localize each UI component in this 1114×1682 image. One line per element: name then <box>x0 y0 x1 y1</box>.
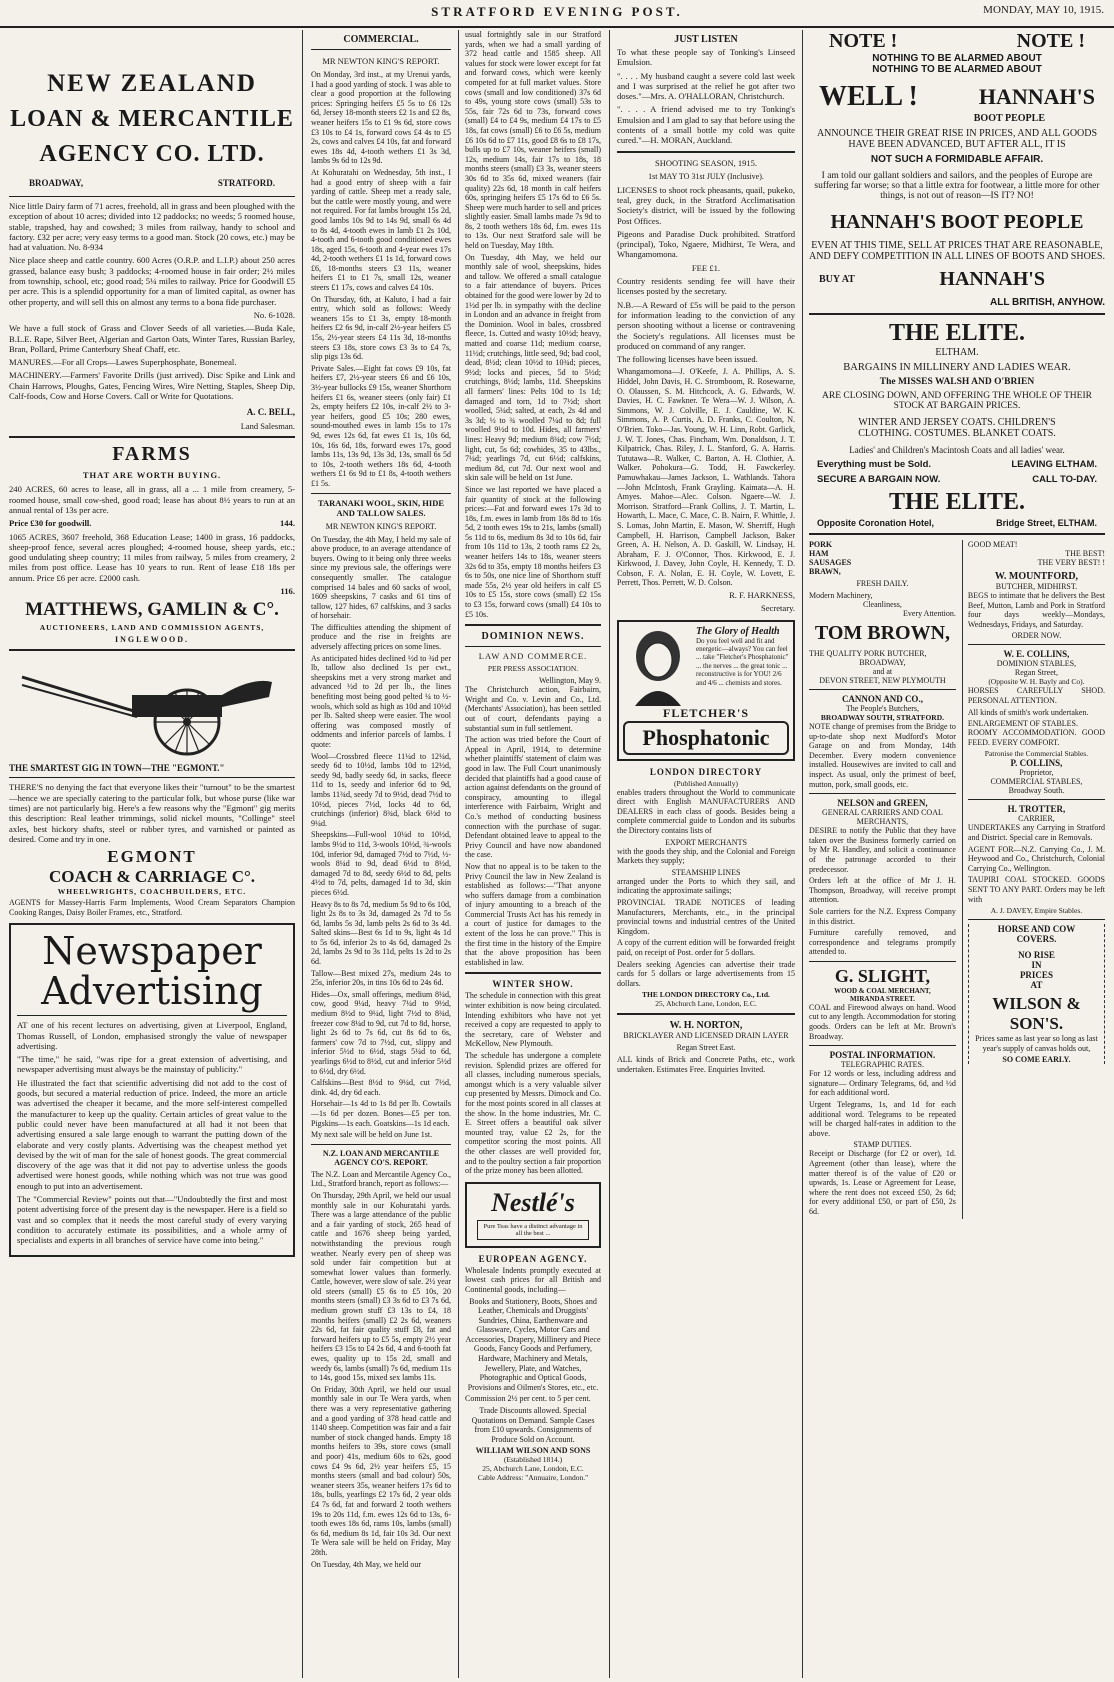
col4-p16: ALL kinds of Brick and Concrete Paths, etc., work undertaken. Estimates Free. Enquiries Invited. <box>617 1055 795 1074</box>
enlargement: ENLARGEMENT OF STABLES. <box>967 719 1078 729</box>
norton-sub: BRICKLAYER AND LICENSED DRAIN LAYER <box>623 1031 789 1041</box>
col4-p9: Whangamomona—J. O'Keefe, J. A. Phillips, A. S. Hiddel, John Davis, H. C. Stromboom, R. Rosewarne, O. Olaussen, S. M. Hitchcock, A. G. Edwards, W. Davies, H. C. Fawkner. Te Wera—W. J. Wilson, A. Simmons, W. J. Colville, E. J. Cauldine, W. K. Simmons, A. P. Curtis, A. D. Franks, C. Coulton, N. O'Brien. Toko—Jas. Young, W. H. Linn, Robt. Garlick, J. W. T. Jones, Chas. Fincham, Wm. Donaldson, J. T. Kilpatrick, Chas. Riley, J. L. Stanford, G. A. Harris. Tututawa—R. Walker, C. Barton, A. H. Clothier, A. Walker. Pohokura—G. Todd, H. Fawckerley. Pamuwhakau—James Jackson, L. Wathlands. Tahora—John McIntosh, Frank Grayling. Kaimata—A. H. Amyes. Mahoe—Alec. Colson. Ngaere—W. J. Morrison. Stratford—Frank Collins, J. T. Martin, L. Howarth, L. Mace, C. Mace, C. B. Nairn, F. Whittle, J. S. Lomas, John Martin, E. Mason, W. Sherriff, Hugh Campbell, H. Harrison, Campbell Jackson, Baker Green, A. H. Nelson, A. D. Gaskill, W. Lindsay, H. Abraham, F. J. O'Connor, Thos. Kirkwood, E. J. Kirkwood, J. Davey, John Coyle, H. Kennedy, T. D. Cobson, F. A. Nolan, E. H. Coyle, W. Lovett, E. Perrett, Thos. Perrett, W. D. Colson. <box>617 367 795 588</box>
masthead-date: MONDAY, MAY 10, 1915. <box>983 4 1104 16</box>
newspaper-advertising-title-1: Newspaper <box>42 929 262 974</box>
not-such-text: NOT SUCH A FORMIDABLE AFFAIR. <box>870 154 1044 165</box>
shooting-heading: SHOOTING SEASON, 1915. <box>654 157 757 168</box>
european-agency-heading: EUROPEAN AGENCY. <box>478 1253 588 1264</box>
farms-p1-price: Price £30 for goodwill. <box>9 518 92 529</box>
hannahs-heading: HANNAH'S <box>978 84 1095 109</box>
shooting-dates: 1st MAY TO 31st JULY (Inclusive). <box>648 171 764 181</box>
alarm-line-2: NOTHING TO BE ALARMED ABOUT <box>872 64 1042 75</box>
no-rise-2: IN <box>1031 960 1042 971</box>
dominion-news-heading: DOMINION NEWS. <box>481 631 585 643</box>
nk-report-heading: MR NEWTON KING'S REPORT. <box>322 56 440 66</box>
nz-loan-sig: A. C. BELL, <box>246 407 295 418</box>
press-association: PER PRESS ASSOCIATION. <box>487 664 579 674</box>
elite-secure: SECURE A BARGAIN NOW. <box>817 474 941 485</box>
woman-portrait-icon <box>623 626 693 706</box>
postal-heading: POSTAL INFORMATION. <box>829 1050 936 1061</box>
col4-p3: ". . . . A friend advised me to try Tonking's Emulsion and I am glad to say that before using the contents of a small bottle my cold was quite cured."—H. MORAN, Auckland. <box>617 104 795 146</box>
horse-cow-heading: HORSE AND COW <box>997 924 1076 935</box>
farms-p1: 240 ACRES, 60 acres to lease, all in grass, all a ... 1 mile from creamery, 5-roomed house, small cow-shed, good road; lease has about 8½ years to run at an annual rental of 13s per acre. <box>9 484 295 515</box>
mountford-name: W. MOUNTFORD, <box>994 571 1079 582</box>
elite-leaving: LEAVING ELTHAM. <box>1011 459 1097 470</box>
col3-p1: usual fortnightly sale in our Stratford yards, when we had a small yarding of 372 head cattle and 1585 sheep. All values for stock were lower except for fat and forward cows, which were keenly competed for at full market values. Store cows (small and low conditioned) 37s 6d to 49s, young store cows (small) 53s to 55s, fair 72s 6d to 73s, forward cows (small) £4 to £4 9s, medium £4 17s to £5 18s, fat cows (small) £6 to £6 5s, medium £6 10s 6d to £7 11s, good £8 6s to £8 17s, bulls up to £7 10s, weaner heifers (small) 12s, medium 14s, fair 17s to 18s, 18 months steers (small) £3 3s, weaner steers 30s 6d to 35s 6d, mixed weaners (fair quality) 22s 6d, 18 month in calf heifers 60s, springing heifers £5 17s 6d to £6 5s. Sheep were much harder to sell and prices slightly easier. Small lambs made 7s 9d to 8s, 2 tooth wethers 18s 6d, f.m. ewes 11s to 13s. Our next Stratford sale will be held on Tuesday, May 18th. <box>465 30 601 251</box>
nelson-p3: Sole carriers for the N.Z. Express Company in this district. <box>809 906 956 926</box>
col3-p6: Now that no appeal is to be taken to the Privy Council the law in New Zealand is established as follows:—"That anyone who suffers damage from a combination of injury amounting to a breach of the Commercial Trusts Act has his remedy in a court of justice for damages to the extent of the loss he can prove." This is the first time in the history of the Empire that the above proposition has been established in law. <box>465 861 601 967</box>
shooting-fee: FEE £1. <box>691 262 721 273</box>
matthews-firm: MATTHEWS, GAMLIN & C°. <box>25 599 279 621</box>
col3-p7: The schedule in connection with this great winter exhibition is now being circulated. Intending exhibitors who have not yet received a copy are requested to apply to the secretary, care of Webster and McKellow, New Plymouth. <box>465 991 601 1049</box>
boot-people-label: BOOT PEOPLE <box>973 113 1045 124</box>
col3-p8: The schedule has undergone a complete revision. Splendid prizes are offered for all classes, including numerous specials, amongst which is a very valuable silver cup presented by Messrs. Dimock and Co. for the most points scored in all classes at the show. In the home industries, Mr. C. E. Street offers a beautiful oak silver mounted tray, value £2 2s, for the competitor scoring the most points. All the other classes are well provided for, and to the poultry section a fair proportion of the prize money has been allotted. <box>465 1051 601 1176</box>
the-very-best: THE VERY BEST! ! <box>1037 558 1105 567</box>
gig-illustration-icon <box>17 657 287 757</box>
dateline: Wellington, May 9. <box>538 676 601 686</box>
brawn-label: BRAWN, <box>809 567 841 576</box>
tom-brown-and-at: and at <box>872 667 893 676</box>
fletchers-label: FLETCHER'S <box>662 705 750 720</box>
col4-p12: arranged under the Ports to which they sail, and indicating the approximate sailings; <box>617 876 795 896</box>
nz-loan-p5: MACHINERY.—Farmers' Favorite Drills (just arrived). Disc Spike and Link and Chain Harrows, Ploughs, Gates, Fencing Wires, Wire Netting, Staples, Sheep Dip, Calf-foods, Cow and Horse Covers. Call or Write for Quotations. <box>9 370 295 402</box>
farms-title: FARMS <box>112 443 192 466</box>
farms-sub: THAT ARE WORTH BUYING. <box>82 470 222 481</box>
cannon-p: NOTE change of premises from the Bridge to up-to-date shop next Mudford's Motor Garage on and from Monday, 14th December. Every modern convenience installed. Housewives are invited to call and inspect. As usual, only the primest of beef, mutton, pork, small goods, etc. <box>809 722 956 789</box>
norton-name: W. H. NORTON, <box>669 1020 743 1032</box>
stamp-heading: STAMP DUTIES. <box>853 1140 912 1150</box>
nelson-sub: GENERAL CARRIERS AND COAL MERCHANTS, <box>822 808 943 827</box>
just-listen-heading: JUST LISTEN <box>674 34 738 45</box>
well-heading: WELL ! <box>819 81 918 112</box>
farms-p2-no: 116. <box>280 586 295 597</box>
cannon-name: CANNON AND CO., <box>841 694 923 704</box>
pork-label: PORK <box>809 540 833 549</box>
col2-p18: On Friday, 30th April, we held our usual monthly sale in our Te Wera yards, when there was a very representative gathering and a good yarding of 378 head cattle and 1140 sheep. Competition was fair and a fair number of stock changed hands. Empty 18 months heifers to 39s, store cows (small and poor) 41s, medium 60s to 62s, good cows £4 9s 6d, 2½ year heifers £5, 15 months steers (small and bad colour) 50s, weaner steers 35s, weaner heifers 17s 6d to 18s, bulls, yearlings £2 17s 6d, 2 year olds £4 7s 6d, fat and forward 2 tooth wethers 19s to 20s 11d, f.m. ewes 12s 6d to 13s, 6-tooth ewes 18s 6d, rams 10s, lambs (small) 6s 6d, medium 8s 1d, fair 10s 3d. Our next Te Wera sale will be held on Friday, May 28th. <box>311 1384 451 1557</box>
norton-addr: Regan Street East. <box>676 1043 736 1053</box>
all-british: ALL BRITISH, ANYHOW. <box>990 297 1105 308</box>
col3-p3: Since we last reported we have placed a fair quantity of stock at the following prices:—Fat and forward ewes 17s 3d to 18s, f.m. ewes in lamb from 18s 8d to 16s 5d, 2 tooth ewes 19s to 21s, lambs (small) 5s 11d to 6s, medium 8s 3d to 10s 6d, fair from 10s 11d to 13s, 2 tooth rams £2 2s, weaner heifers 14s to 18s, weaner steers 32s 6d to 35s, empty 18 months heifers £3 6s to 50s, one nice line of Shorthorn stuff made 55s, 2½ year old heifers in calf £5 10s to £5 15s, store cows (small) £2 15s to £3 15s, forward cows (small) £4 10s to £5 10s. <box>465 484 601 619</box>
every-attention: Every Attention. <box>903 609 956 618</box>
egmont-agents: AGENTS for Massey-Harris Farm Implements, Wood Cream Separators Champion Cooking Ranges, Daisy Boiler Frames, etc., Stratford. <box>9 898 295 917</box>
nzl-report-heading: N.Z. LOAN AND MERCANTILE AGENCY CO'S. REPORT. <box>322 1148 440 1167</box>
wilson-est: (Established 1814.) <box>503 1455 563 1465</box>
newspaper-p3: He illustrated the fact that scientific advertising did not add to the cost of goods, but secured a material reduction of price. Indeed, the more an article was advertised the cheaper it became, and the more self-interest compelled the manufacturer to keep up the quality. Certain articles of great value to the public could never have been manufactured at all had it not been that advertising ensured a sale large enough to warrant the putting down of the elaborate and very costly plants. Advertising was the cheapest method yet devised by the wit of man for the sale of honest goods. The great commercial discovery of the age was that it did not pay to advertise unless the goods advertised were honest goods, while nothing which was not true was good enough to put into an advertisement. <box>17 1077 287 1191</box>
no-rise-3: PRICES <box>1019 970 1053 981</box>
export-heading: EXPORT MERCHANTS <box>665 837 747 847</box>
nz-loan-p2-no: No. 6-1028. <box>253 309 295 320</box>
egmont-sub: WHEELWRIGHTS, COACHBUILDERS, ETC. <box>57 887 247 897</box>
come-early: SO COME EARLY. <box>1002 1055 1071 1065</box>
col2-p5: On Tuesday, the 4th May, I held my sale of above produce, to an average attendance of buyers. Owing to it being only three weeks since my previous sale, the offerings were consequently smaller. The catalogue comprised 14 bales and 60 sacks of wool, 1609 sheepskins, 7 casks and 61 tins of tallow, 127 hides, 67 calfskins, and 3 sacks of horsehair. <box>311 534 451 621</box>
column-3 <box>460 30 606 1678</box>
col2-p9: Sheepskins—Full-wool 10¼d to 10½d, lambs 9½d to 11d, 3-wools 10½d, ¾-wools 10d, inferior 9d, damaged 7½d to 7½d, ½-wools 8¼d to 9d, dead 6½d to 8½d, damaged 7d to 8d, seedy 6½d to 8d, pelts 4½d to 7d, pelts, damaged 1d to 3d, skin pieces 6½d. <box>311 830 451 897</box>
col3-p2: On Tuesday, 4th May, we held our monthly sale of wool, sheepskins, hides and tallow. We offered a small catalogue to a fair attendance of buyers. Prices obtained for the good were lower by 2d to 1½d per lb. in sympathy with the decline in London and an advance in freight from the Dominion. Wool in bales, crossbred fleece, 1s. Cutted and wasty 10½d; heavy, matted and coarse 11d; medium coarse, 11½d; crutchings, little seed, 9d; bad cool, dead, 8½d; clean 10½d to 10¾d; pieces, 9½d; locks and pieces, 5d to 5½d; crutchings, 8½d; lambs, 11d. Sheepskins all farmers' lines: Pelts 10d to 1s 1d; damaged and torn, 1d to 7½d; short woolled, 5¼d; salted, at each, 2s 4d and 3s 3d; ½ to ¾ woolled 7¼d to 8d; full woolled 9½d to 10d. Hides, all farmers' lines: Heavy 9d; medium 8¾d; cow 7½d; light, cut, 5s 6d; cowhides, 35 to 43lbs., 7¼d; yearlings 7d, cut 6½d; calfskins, medium 8d, cut 7d. Our next wool and skin sale will be held on 1st June. <box>465 252 601 483</box>
nestle-advert <box>465 1182 601 1248</box>
col2-p7: As anticipated hides declined ½d to ¾d per lb, tallow also declined 1s per cwt., sheepskins met a very strong market and advanced ½d to 2d per lb., the lines benefiting most being good pelted ¼ to ½-wools, which sold as high as 10d and 10½d per lb. Salted sheep were easier. The wool offering was composed mostly of oddments and inferior parcels of lambs. I quote: <box>311 653 451 749</box>
ldc-name: THE LONDON DIRECTORY Co., Ltd. <box>642 990 770 1000</box>
col4-p4: LICENSES to shoot rock pheasants, quail, pukeko, teal, grey duck, in the Stratford Acclimatisation Society's district, will be issued by the following Post Offices. <box>617 184 795 226</box>
mountford-begs: BEGS to intimate that he delivers the Best Beef, Mutton, Lamb and Pork in Stratford four days weekly—Mondays, Wednesdays, Fridays, and Saturday. <box>967 591 1105 629</box>
nz-loan-addr-left: BROADWAY, <box>29 178 84 188</box>
wilson-cable: Cable Address: "Annuaire, London." <box>477 1473 589 1483</box>
elite-coats: WINTER AND JERSEY COATS. CHILDREN'S CLOTHING. COSTUMES. BLANKET COATS. <box>858 417 1056 439</box>
farms-p1-no: 144. <box>279 518 295 529</box>
col4-p2: ". . . . My husband caught a severe cold last week and I was surprised at the relief he got after two doses."—Mrs. A. O'HALLORAN, Christchurch. <box>617 70 795 102</box>
glory-heading: The Glory of Health <box>696 625 780 637</box>
nelson-p4: Furniture carefully removed, and correspondence and telegrams promptly attended to. <box>809 928 956 957</box>
egmont-name2: COACH & CARRIAGE C°. <box>48 867 256 887</box>
trotter-davey: A. J. DAVEY, Empire Stables. <box>990 906 1083 916</box>
col3-p10: Books and Stationery, Boots, Shoes and Leather, Chemicals and Druggists' Sundries, China, Earthenware and Glassware, Cycles, Motor Cars and Accessories, Drapery, Millinery and Piece Goods, Fancy Goods and Perfumery, Hardware, Machinery and Metals, Jewellery, Plate, and Watches, Photographic and Optical Goods, Provisions and Oilmen's Stores, etc., etc. <box>465 1296 601 1392</box>
trotter-agent: AGENT FOR—N.Z. Carrying Co., J. M. Heywood and Co., Christchurch, Colonial Carrying Co., Wellington. <box>967 844 1105 873</box>
buy-at-label: BUY AT <box>819 274 855 285</box>
no-rise-4: AT <box>1030 980 1043 991</box>
the-best: THE BEST! <box>1065 549 1105 558</box>
col3-p4: The Christchurch action, Fairbairn, Wright and Co. v. Levin and Co., Ltd. (Merchants' Association), has been settled out of court, defendants paying a substantial sum in full settlement. <box>465 685 601 733</box>
col2-p19: On Tuesday, 4th May, we held our <box>311 1559 422 1569</box>
postal-p2: Urgent Telegrams, 1s, and 1d for each additional word. Telegrams to be repeated will be charged half-rates in addition to the above. <box>809 1100 956 1138</box>
covers-heading: COVERS. <box>1016 934 1057 945</box>
egmont-advert <box>9 657 295 917</box>
harkness-sig: R. F. HARKNESS, <box>729 590 795 601</box>
slight-p: COAL and Firewood always on hand. Wood cut to any length. Accommodation for storing goods. Orders can be left at Mr. Brown's Broadway. <box>809 1002 956 1041</box>
phosphatonic-advert <box>617 620 795 761</box>
roomy: ROOMY ACCOMMODATION. GOOD FEED. EVERY COMFORT. <box>967 728 1105 747</box>
cannon-addr: BROADWAY SOUTH, STRATFORD. <box>820 713 944 722</box>
nz-loan-advert <box>9 70 295 431</box>
newspaper-p1: AT one of his recent lectures on advertising, given at Liverpool, England, Thomas Russell, of London, emphasised strongly the value of newspaper advertising. <box>17 1020 287 1051</box>
col2-p8: Wool—Crossbred fleece 11¼d to 12¼d, seedy 6d to 10½d, lambs 10d to 12½d, seedy 9d, badly seedy 6d, in sacks, fleece 11d to 1s, seedy and inferior 6d to 9d, lambs 11¾d, seedy 7d to 9½d, dead 7½d to 10½d, pieces 7½d, locks 4d to 6d, crutchings (inferior) 8¾d, black 6½d to 9¼d. <box>311 751 451 828</box>
wilson-sons: SON'S. <box>1009 1014 1064 1034</box>
farms-p2: 1065 ACRES, 3607 freehold, 368 Education Lease; 1400 in grass, 16 paddocks, sheep-proof fence, several acres ploughed; 4-roomed house, sheep yards, etc.; good undulating sheep country; 11 miles from railway, 5 miles from creamery, 2 miles from post office. Lease has 10 years to run. Rent of lease £18 18s per annum. Price £6 per acre. £2000 cash. <box>9 531 295 583</box>
elite-heading-2: THE ELITE. <box>888 489 1026 515</box>
nelson-p2: Orders left at the office of Mr J. H. Thompson, Broadway, will receive prompt attention. <box>809 876 956 905</box>
regan-street: Regan Street, <box>1014 668 1058 678</box>
elite-opposite: Opposite Coronation Hotel, <box>817 518 934 528</box>
col4-p7: N.B.—A Reward of £5s will be paid to the person for information leading to the conviction of any person shooting without a license or contravening the Society's regulations. All licenses must be produced on command of any ranger. <box>617 299 795 351</box>
winter-show-heading: WINTER SHOW. <box>492 979 574 990</box>
nestle-tagline: Pure Teas have a distinct advantage in all the best ... <box>477 1220 589 1240</box>
col3-p12: Trade Discounts allowed. Special Quotations on Demand. Sample Cases from £10 upwards. Consignments of Produce Sold on Account. <box>471 1406 595 1444</box>
col2-p14: Horsehair—1s 4d to 1s 8d per lb. Cowtails—1s 6d per dozen. Bones—£5 per ton. Pigskins—1s each. Goatskins—1s 1d each. <box>311 1099 451 1128</box>
cleanliness: Cleanliness, <box>863 600 902 609</box>
nz-loan-sig2: Land Salesman. <box>240 421 295 432</box>
column-5-lower <box>809 540 1105 1219</box>
broadway-south: Broadway South. <box>1008 786 1065 796</box>
told-text: I am told our gallant soldiers and sailors, and the peoples of Europe are suffering far worse; so that a little extra for footwear, a little more for other things, is not out of reason—IS IT? NO! <box>814 171 1100 201</box>
col4-p15: Dealers seeking Agencies can advertise their trade cards for 5 dollars or large advertisements from 15 dollars. <box>617 959 795 988</box>
matthews-town: INGLEWOOD. <box>114 635 189 645</box>
nz-loan-title-2: LOAN & MERCANTILE <box>10 106 294 132</box>
good-meat: GOOD MEAT! <box>967 540 1018 549</box>
note-row <box>809 30 1105 53</box>
col4-p8: The following licenses have been issued. <box>617 354 758 365</box>
col2-p2: At Kohuratahi on Wednesday, 5th inst., I had a good entry of sheep with a fair yarding of cattle. Sheep met a ready sale, but the cattle were mostly young, and were not required. For fat lambs brought 15s 2d, good lambs 10s 9d to 14s 9d, small 6s 4d to 8s 4d, 4-tooth ewes in lamb £1 2s 10d, 4-tooth and 6-tooth good conditioned ewes 18s, aged 15s, 6-tooth and 4-year ewes 17s 4d, 2-tooth wethers £1 1s 1d, forward cows £6, 18-months steers £3 11s, weaner heifers £1 to £1 7s, small 12s, weaner steers £1 17s, cows and calves £4 10s. <box>311 167 451 293</box>
col4-p11: with the goods they ship, and the Colonial and Foreign Markets they supply; <box>617 846 795 866</box>
nz-loan-title-1: NEW ZEALAND <box>47 70 257 97</box>
col2-p17: On Thursday, 29th April, we held our usual monthly sale in our Kohuratahi yards. There was a large attendance of the public and a fair yarding of stock, 265 head of cattle and 1676 sheep being yarded, notwithstanding the previous rough weather. Nearly every pen of sheep was sold under fair competition but at somewhat lower values than formerly. Cattle, however, were slow of sale. 2½ year old steers (small) £5 6s to £5 10s, 20 months steers (small) £3 3s 6d to £3 7s 6d, medium grown stuff £3 13s to £4, 18 months heifers (small) £2 2s 6d, weaners 22s 6d, fat fair quality stuff £8, fat and forward heifers up to £5 5s, empty 2½ year heifers £3 15s to £4 2s 6d, 4 and 6-tooth fat ewes, quality up to 15s 2d, small and weedy 6s, lambs (small) 7s 6d, medium 11s to 14s, good 15s, mixed sex lambs 11s. <box>311 1190 451 1383</box>
lower-right <box>962 540 1105 1219</box>
cannon-sub: The People's Butchers, <box>845 704 920 713</box>
nz-loan-p2: Nice place sheep and cattle country. 600 Acres (O.R.P. and L.I.P.) about 250 acres grassed, balance easy bush; 3 paddocks; 4-roomed house in fair order; 2½ miles from township, school, etc; good road; 5¼ miles to railway. Price for Goodwill £5 per acre. This is a splendid opportunity for a man of limited capital, as owner has other property, and will sell this on almost any terms to a bona fide purchaser. <box>9 255 295 307</box>
lower-left <box>809 540 956 1219</box>
trotter-carrier: CARRIER, <box>1018 814 1055 824</box>
elite-call: CALL TO-DAY. <box>1032 474 1097 485</box>
newspaper-advertising-title-2: Advertising <box>41 969 263 1014</box>
col4-p13: PROVINCIAL TRADE NOTICES of leading Manufacturers, Merchants, etc., in the principal provincial towns and industrial centres of the United Kingdom. <box>617 898 795 936</box>
order-now: ORDER NOW. <box>1011 631 1062 641</box>
even-text: EVEN AT THIS TIME, SELL AT PRICES THAT ARE REASONABLE, AND DEFY COMPETITION IN ALL LINES OF BOOTS AND SHOES. <box>809 240 1105 262</box>
alarm-line-1: NOTHING TO BE ALARMED ABOUT <box>872 53 1042 64</box>
announce-text: ANNOUNCE THEIR GREAT RISE IN PRICES, AND ALL GOODS HAVE BEEN ADVANCED, BUT AFTER ALL, IT IS <box>816 128 1098 150</box>
trotter-taupiri: TAUPIRI COAL STOCKED. GOODS SENT TO ANY PART. Orders may be left with <box>967 875 1105 904</box>
trotter-undertakes: UNDERTAKES any Carrying in Stratford and District. Special care in Removals. <box>967 823 1105 842</box>
commercial-stables: COMMERCIAL STABLES, <box>990 777 1083 787</box>
nestle-brand: Nestlé's <box>491 1187 575 1217</box>
col4-p1: To what these people say of Tonking's Linseed Emulsion. <box>617 47 795 68</box>
col4-p14: A copy of the current edition will be forwarded freight paid, on receipt of Post. order for 5 dollars. <box>617 938 795 957</box>
col2-p12: Hides—Ox, small offerings, medium 8¼d, cow, good 9¼d, heavy 7¼d to 9½d, medium 8½d to 9¼d, light 7½d to 8¾d, freezer cow 8¼d to 9d, cut 7d to 8d, horse, light 2s 6d to 7s 6d, cut 8s 6d to 6s, farmers' cow 7d to 7½d, cut, slippy and inferior 5½d to 6½d, stags 5¼d to 6d, yearlings 6½d to 8½d, cut and inferior 5½d to 6½d, dry 6½d. <box>311 989 451 1076</box>
col4-p5: Pigeons and Paradise Duck prohibited. Stratford (principal), Toko, Ngaere, Midhirst, Te Wera, and Whangamomona. <box>617 228 795 260</box>
published-annually: (Published Annually) <box>674 778 738 788</box>
col4-p6: Country residents sending fee will have their licenses posted by the secretary. <box>617 276 795 297</box>
hannahs-boot-people: HANNAH'S BOOT PEOPLE <box>830 211 1084 233</box>
tom-brown-broadway: BROADWAY, <box>859 658 906 667</box>
note-right: NOTE ! <box>1016 30 1085 52</box>
steamship-heading: STEAMSHIP LINES <box>671 867 741 877</box>
wilson-name: WILSON & <box>992 994 1081 1014</box>
hannahs-heading-2: HANNAH'S <box>939 268 1045 290</box>
elite-ladies: Ladies' and Children's Macintosh Coats and all ladies' wear. <box>849 445 1065 455</box>
note-left: NOTE ! <box>829 30 898 52</box>
col4-p10: enables traders throughout the World to communicate direct with English MANUFACTURERS AND DEALERS in each class of goods. Besides being a complete commercial guide to London and its suburbs the Directory contains lists of <box>617 787 795 836</box>
egmont-name: EGMONT <box>107 847 197 867</box>
horses-shod: HORSES CAREFULLY SHOD. PERSONAL ATTENTION. <box>967 686 1105 705</box>
col2-p4: Private Sales.—Eight fat cows £9 10s, fat heifers £7, 2½-year steers £6 and £6 10s, 3½-year bullocks £9 15s, weaner Shorthorn heifers £1 6s, weaner steers (only fair) £1 2s, empty heifers £2 10s, in-calf 2½ to 3-year heifers, good £5 10s; 280 ewes, sound-mouthed ewes in lamb 15s to 17s 9d, ewes 12s 6d, fat ewes £1 1s, 10s 6d, 10s, 16s 6d, 18s, forward ewes 17s, good lambs 11s, 13s 9d, 13s 3d, 13s, small 6s 5d to 10s, 2-tooth wethers 18s 6d, 4-tooth wethers £1 6s 9d to £1 8s, 4-tooth wethers £1 5s. <box>311 363 451 488</box>
col3-p5: The action was tried before the Court of Appeal in April, 1914, to determine whether plaintiffs' statement of claim was good in law. The Full Court unanimously decided that plaintiffs had a good cause of action against defendants on the ground of conspiracy, amounting to illegal interference with Fairbairn, Wright and Co.'s method of conducting business connection with the purchase of sugar. Defendant obtained leave to appeal to the Privy Council and have now abandoned the case. <box>465 735 601 860</box>
elite-town: ELTHAM. <box>935 347 979 358</box>
nk-report-heading-2: MR NEWTON KING'S REPORT. <box>325 521 437 531</box>
col3-p9: Wholesale Indents promptly executed at lowest cash prices for all British and Continental goods, including— <box>465 1265 601 1294</box>
nz-loan-title-3: AGENCY CO. LTD. <box>39 141 265 167</box>
glory-text: Do you feel well and fit and energetic—always? You can feel ... take "Fletcher's Phosphatonic" ... the nerves ... the great tonic ... reconstructive is for YOU! 2/6 and 4/6 ... chemists and stores. <box>696 636 789 687</box>
tom-brown-name: TOM BROWN, <box>814 622 951 644</box>
elite-heading: THE ELITE. <box>888 320 1026 346</box>
column-2 <box>306 30 456 1678</box>
newspaper-advertising-box <box>9 923 295 1256</box>
col2-p16: The N.Z. Loan and Mercantile Agency Co., Ltd., Stratford branch, report as follows:— <box>311 1169 451 1189</box>
wilson-prices: Prices same as last year so long as last year's supply of canvas holds out, <box>975 1034 1098 1053</box>
sausages-label: SAUSAGES <box>809 558 852 567</box>
modern-machinery: Modern Machinery, <box>809 591 873 600</box>
ham-label: HAM <box>809 549 829 558</box>
matthews-sub: AUCTIONEERS, LAND AND COMMISSION AGENTS, <box>39 623 265 633</box>
nelson-p1: DESIRE to notify the Public that they have taken over the Business formerly carried on by Mr R. Handley, and solicit a continuance of the patronage accorded to their predecessor. <box>809 826 956 874</box>
farms-advert <box>9 443 295 644</box>
wilson-firm: WILLIAM WILSON AND SONS <box>475 1446 591 1456</box>
harkness-title: Secretary. <box>760 603 795 614</box>
col2-p10: Heavy 8s to 8s 7d, medium 5s 9d to 6s 10d, light 2s 8s to 3s 3d, damaged 2s 7d to 5s 6d, lambs 5s 3d, lamb pelts 2s 6d to 3s 4d. Salted skins—Best 6s 1d to 9s, light 4s 1d to 5s 6d, inferior 2s to 4s 6d, damaged 2s 2d, lambs 2s 9d to 3s 11d, pelts 1s 2d to 2s 6d. <box>311 899 451 967</box>
nz-loan-p1: Nice little Dairy farm of 71 acres, freehold, all in grass and been ploughed with the exception of about 10 acres; divided into 12 paddocks; no weeds; 5 roomed house, stable, trapshed, hay and cowshed; 3 miles from railway, handy to school and factory. £32 per acre; very easy terms to a good man. Stock (20 cows, etc.) may be had at valuation. No. 8-934 <box>9 201 295 253</box>
column-rule <box>458 30 459 1678</box>
nz-loan-p3: We have a full stock of Grass and Clover Seeds of all varieties.—Buda Kale, B.L.E. Rape, Silver Beet, Algerian and Garton Oats, Winter Tares, Russian Barley, Bran, Pollard, Prime Canterbury Sheaf Chaff, etc. <box>9 323 295 354</box>
opposite-bayly: (Opposite W. H. Bayly and Co). <box>988 677 1085 687</box>
slight-name: G. SLIGHT, <box>834 965 931 986</box>
nz-loan-p4: MANURES.—For all Crops—Lawes Superphosphate, Bonemeal. <box>9 357 237 368</box>
taranaki-heading: TARANAKI WOOL, SKIN, HIDE AND TALLOW SALES. <box>317 497 445 518</box>
col3-p11: Commission 2½ per cent. to 5 per cent. <box>465 1394 591 1404</box>
law-commerce-heading: LAW AND COMMERCE. <box>478 651 588 662</box>
egmont-headline: THE SMARTEST GIG IN TOWN—THE "EGMONT." <box>9 763 225 774</box>
proprietor: Proprietor, <box>1019 768 1054 778</box>
commercial-heading: COMMERCIAL. <box>343 34 419 45</box>
collins-name: W. E. COLLINS, <box>1003 649 1070 660</box>
smith-work: All kinds of smith's work undertaken. <box>967 707 1089 717</box>
col2-p15: My next sale will be held on June 1st. <box>311 1130 433 1140</box>
mountford-butcher: BUTCHER, MIDHIRST. <box>995 582 1078 591</box>
newspaper-p2: "The time," he said, "was ripe for a great extension of advertising, and newspaper advertising must always be the mainstay of publicity." <box>17 1054 287 1075</box>
nz-loan-addr-right: STRATFORD. <box>217 178 275 188</box>
london-directory-heading: LONDON DIRECTORY <box>649 766 763 777</box>
stamp-p: Receipt or Discharge (for £2 or over), 1d. Agreement (other than lease), where the matter thereof is of the value of £20 or upwards, 1s. Lease or Agreement for Lease, where the rent does not exceed £50, 2s 6d; for every additional £50, or part of £50, 2s 6d. <box>809 1149 956 1216</box>
elite-closing: ARE CLOSING DOWN, AND OFFERING THE WHOLE OF THEIR STOCK AT BARGAIN PRICES. <box>822 391 1092 411</box>
wilson-addr: 25, Abchurch Lane, London, E.C. <box>482 1464 584 1474</box>
patronise: Patronise the Commercial Stables. <box>984 749 1089 759</box>
elite-misses: The MISSES WALSH AND O'BRIEN <box>879 377 1035 387</box>
trotter-name: H. TROTTER, <box>1007 804 1066 815</box>
masthead <box>0 0 1114 28</box>
telegraphic-heading: TELEGRAPHIC RATES. <box>840 1060 924 1070</box>
col2-p13: Calfskins—Best 8½d to 9¼d, cut 7½d, dink. 4d, dry 6d each. <box>311 1078 451 1097</box>
elite-bargains: BARGAINS IN MILLINERY AND LADIES WEAR. <box>843 362 1071 373</box>
dominion-stables: DOMINION STABLES, <box>996 659 1077 669</box>
col2-p11: Tallow—Best mixed 27s, medium 24s to 25s, inferior 20s, in tins 10s 6d to 24s 6d. <box>311 968 451 988</box>
egmont-p1: THERE'S no denying the fact that everyone likes their "turnout" to be the smartest—hence we are specially catering to the particular folk, but whose purse (like war times) are not particularly big. Here's a few reasons why the "Egmont" gig merits this description: Real leather trimmings, solid nickel mounts, "Collinge" steel axles, best hickory shafts, steel or rubber tyres, and varnished or painted as desired. Come and try in one. <box>9 782 295 844</box>
tom-brown-sub: THE QUALITY PORK BUTCHER, <box>809 649 927 658</box>
column-5 <box>804 30 1110 1678</box>
ldc-addr: 25, Abchurch Lane, London, E.C. <box>655 999 757 1009</box>
tom-brown-devon: DEVON STREET, NEW PLYMOUTH <box>819 676 946 685</box>
nelson-name: NELSON and GREEN, <box>837 798 928 809</box>
fresh-daily: FRESH DAILY. <box>856 579 909 588</box>
elite-bridge: Bridge Street, ELTHAM. <box>996 518 1097 528</box>
newspaper-p4: The "Commercial Review" points out that—"Undoubtedly the first and most potent advertising force of the present day is the newspaper. Here is a field so vast and so complex that it needs the most careful study of every varying condition to accurately estimate its possibilities, and a whole army of specialists and experts in all branches of service have come into being." <box>17 1194 287 1246</box>
column-4 <box>612 30 800 1678</box>
elite-everything: Everything must be Sold. <box>817 459 932 470</box>
col2-p3: On Thursday, 6th, at Kaluto, I had a fair entry, which sold as follows: Weedy weaners 15s to £1 3s, empty 18-month heifers £2 6s 9d, in-calf 2½-year heifers £5 15s, 2½-year steers £4 11s 3d, 18-months steers £3 18s, store cows £3 3s to £4 7s, slip pigs 13s 6d. <box>311 294 451 362</box>
slight-street: MIRANDA STREET. <box>850 994 915 1003</box>
column-rule <box>609 30 610 1678</box>
column-1 <box>4 30 300 1678</box>
column-rule <box>302 30 303 1678</box>
phosphatonic-label: Phosphatonic <box>623 721 789 755</box>
wilson-advert <box>968 924 1105 1064</box>
masthead-title: STRATFORD EVENING POST. <box>431 4 683 19</box>
pcollins-name: P. COLLINS, <box>1010 758 1063 769</box>
postal-p1: For 12 words or less, including address and signature— Ordinary Telegrams, 6d, and ½d for each additional word. <box>809 1069 956 1098</box>
col2-p6: The difficulties attending the shipment of produce and the rise in freights are adversely affecting prices on some lines. <box>311 622 451 652</box>
col2-p1: On Monday, 3rd inst., at my Urenui yards, I had a good yarding of stock. I was able to clear a good proportion at the following prices: Springing heifers £5 5s to £6 12s 6d, Jersey 18-month steers £2 1s and £2 8s, weaner heifers 15s to £1 9s 6d, store cows £3 10s to £4 1s, forward cows £4 4s to £5 2s, cows and calves £4 10s, fat and forward ewes 18s 4d, 4-tooth wethers £1 3s 3d, lambs 9s 6d to 12s 9d. <box>311 70 451 166</box>
no-rise-1: NO RISE <box>1018 950 1055 961</box>
column-rule <box>802 30 803 1678</box>
slight-sub: WOOD & COAL MERCHANT, <box>834 986 931 995</box>
